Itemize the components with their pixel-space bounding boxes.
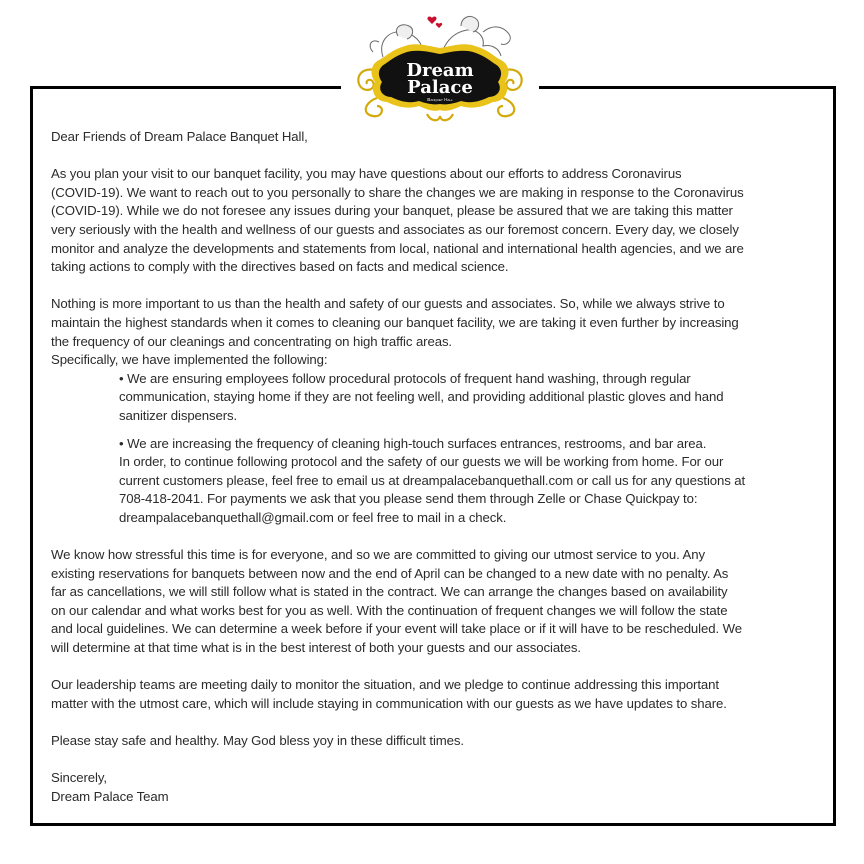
text-line: We know how stressful this time is for everyone, and so we are committed to giving our utmost service to you. Any bbox=[51, 547, 705, 563]
paragraph-reservations bbox=[51, 546, 826, 658]
logo-text-palace: Palace bbox=[407, 77, 473, 98]
text-line: the frequency of our cleanings and concentrating on high traffic areas. bbox=[51, 333, 452, 349]
text-line: 708-418-2041. For payments we ask that you please send them through Zelle or Chase Quickpay to: bbox=[119, 491, 698, 507]
text-line: In order, to continue following protocol and the safety of our guests we will be working from home. For our bbox=[119, 454, 724, 470]
signature: Dream Palace Team bbox=[51, 788, 169, 804]
bullet-hand-washing bbox=[51, 370, 826, 426]
text-line: • We are ensuring employees follow procedural protocols of frequent hand washing, through regular bbox=[119, 370, 691, 386]
closing: Sincerely, bbox=[51, 770, 107, 786]
text-line: maintain the highest standards when it comes to cleaning our banquet facility, we are taking it even further by increasing bbox=[51, 314, 739, 330]
text-line: As you plan your visit to our banquet facility, you may have questions about our efforts to address Coronavirus bbox=[51, 166, 682, 182]
paragraph-blessing: Please stay safe and healthy. May God bless yoy in these difficult times. bbox=[51, 733, 464, 748]
text-line: very seriously with the health and wellness of our guests and associates as our foremost concern. Every day, we closely bbox=[51, 221, 739, 237]
text-line: on our calendar and what works best for you as well. With the continuation of frequent changes we will follow the state bbox=[51, 602, 728, 618]
text-line: and local guidelines. We can determine a week before if your event will take place or if it will have to be rescheduled. We bbox=[51, 621, 742, 637]
frame-top-line-right bbox=[539, 86, 836, 89]
letter-body bbox=[51, 128, 826, 806]
text-line: taking actions to comply with the directives based on facts and medical science. bbox=[51, 259, 509, 275]
text-line: Specifically, we have implemented the following: bbox=[51, 352, 328, 368]
text-line: • We are increasing the frequency of cleaning high-touch surfaces entrances, restrooms, and bar area. bbox=[119, 435, 707, 451]
text-line: far as cancellations, we will still follow what is stated in the contract. We can arrange the changes based on availability bbox=[51, 584, 728, 600]
text-line: sanitizer dispensers. bbox=[119, 407, 238, 423]
text-line: Nothing is more important to us than the health and safety of our guests and associates. So, while we always strive to bbox=[51, 296, 725, 312]
text-line: matter with the utmost care, which will include staying in communication with our guests as we have updates to share. bbox=[51, 695, 727, 711]
logo-text-dream: Dream bbox=[406, 60, 474, 81]
text-line: (COVID-19). While we do not foresee any issues during your banquet, please be assured that we are taking this matter bbox=[51, 203, 733, 219]
text-line: current customers please, feel free to email us at dreampalacebanquethall.com or call us for any questions at bbox=[119, 472, 746, 488]
paragraph-health-safety bbox=[51, 295, 826, 369]
bullet-cleaning-contact bbox=[51, 435, 826, 528]
text-line: monitor and analyze the developments and statements from local, national and international health agencies, and we are bbox=[51, 240, 744, 256]
heart-icon bbox=[427, 17, 436, 24]
text-line: dreampalacebanquethall@gmail.com or feel free to mail in a check. bbox=[119, 509, 507, 525]
logo-tagline: Banquet Hall bbox=[427, 97, 453, 102]
paragraph-covid-intro bbox=[51, 165, 826, 277]
text-line: (COVID-19). We want to reach out to you personally to share the changes we are making in response to the Coronavirus bbox=[51, 184, 744, 200]
paragraph-leadership bbox=[51, 676, 826, 713]
dream-palace-logo bbox=[343, 2, 537, 124]
text-line: Our leadership teams are meeting daily to monitor the situation, and we pledge to continue addressing this important bbox=[51, 677, 719, 693]
text-line: existing reservations for banquets between now and the end of April can be changed to a new date with no penalty. As bbox=[51, 565, 729, 581]
text-line: will determine at that time what is in the best interest of both your guests and our associates. bbox=[51, 640, 581, 656]
salutation: Dear Friends of Dream Palace Banquet Hall, bbox=[51, 129, 308, 144]
text-line: communication, staying home if they are not feeling well, and providing additional plastic gloves and hand bbox=[119, 389, 724, 405]
frame-top-line-left bbox=[30, 86, 341, 89]
